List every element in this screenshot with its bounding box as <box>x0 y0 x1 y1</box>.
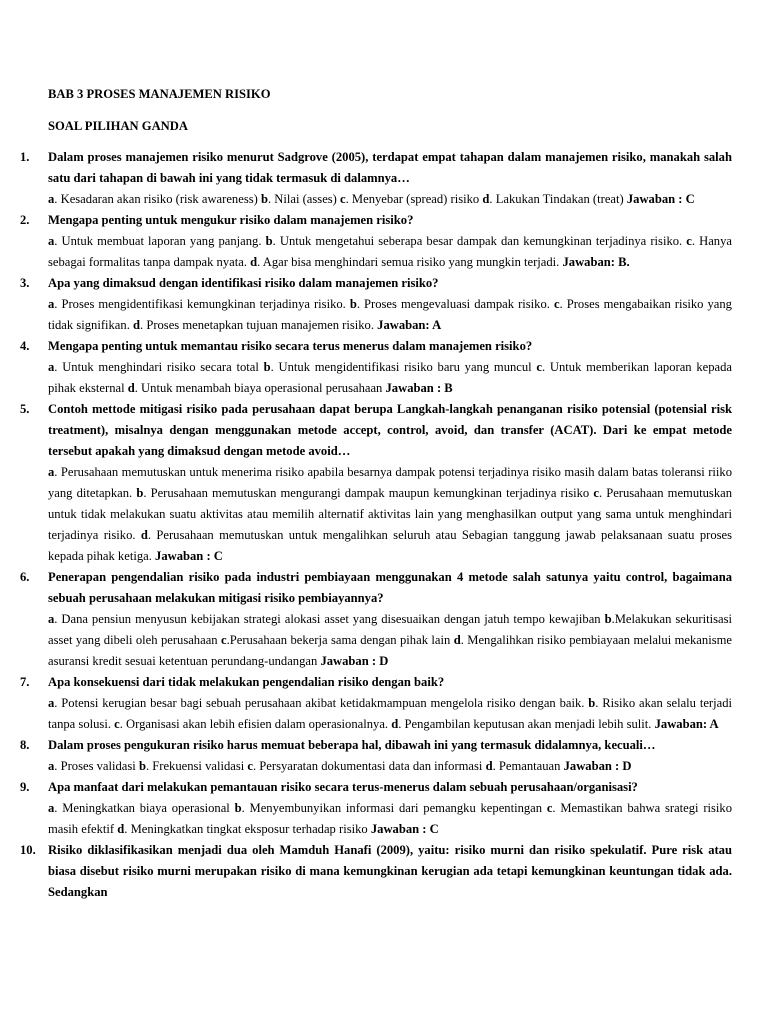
option-letter: b <box>260 192 268 206</box>
option-text: . Untuk memberikan laporan kepada pihak eksternal <box>48 360 732 395</box>
question-text: Apa yang dimaksud dengan identifikasi risiko dalam manajemen risiko? <box>48 276 439 290</box>
question-item <box>0 777 768 840</box>
question-number: 2. <box>20 213 30 227</box>
option-text: . Agar bisa menghindari semua risiko yang mungkin terjadi. <box>257 255 563 269</box>
answer-options <box>48 693 732 735</box>
option-letter: c <box>546 801 553 815</box>
option-text: . Frekuensi validasi <box>145 759 248 773</box>
option-letter: b <box>263 360 271 374</box>
option-letter: b <box>138 759 146 773</box>
question-number: 5. <box>20 402 30 416</box>
answer-key: Jawaban : C <box>626 192 695 206</box>
option-letter: b <box>588 696 596 710</box>
question-item <box>0 567 768 672</box>
question-item <box>0 210 768 273</box>
option-text: . Untuk mengetahui seberapa besar dampak dan kemungkinan terjadinya risiko. <box>272 234 687 248</box>
question-text: Mengapa penting untuk memantau risiko secara terus menerus dalam manajemen risiko? <box>48 339 533 353</box>
answer-key: Jawaban: B. <box>562 255 630 269</box>
answer-options <box>48 231 732 273</box>
option-letter: d <box>133 318 141 332</box>
question-text: Risiko diklasifikasikan menjadi dua oleh Mamduh Hanafi (2009), yaitu: risiko murni dan risiko spekulatif. Pure risk atau biasa disebut risiko murni merupakan risiko di mana kemungkinan kerugian ada tetapi kemungkinan keuntungan tidak ada. Sedangkan <box>48 843 732 899</box>
option-text: . Organisasi akan lebih efisien dalam operasionalnya. <box>119 717 392 731</box>
option-text: . Kesadaran akan risiko (risk awareness) <box>54 192 261 206</box>
option-letter: a <box>48 696 55 710</box>
option-letter: c <box>221 633 227 647</box>
question-text: Apa manfaat dari melakukan pemantauan risiko secara terus-menerus dalam sebuah perusahaan/organisasi? <box>48 780 638 794</box>
option-text: . Meningkatkan biaya operasional <box>54 801 235 815</box>
option-text: . Proses validasi <box>54 759 139 773</box>
option-letter: d <box>485 759 493 773</box>
option-text: . Risiko akan selalu terjadi tanpa solusi. <box>48 696 732 731</box>
option-letter: a <box>48 465 55 479</box>
answer-options <box>48 462 732 567</box>
question-text: Penerapan pengendalian risiko pada industri pembiayaan menggunakan 4 metode salah satunya yaitu control, bagaimana sebuah perusahaan melakukan mitigasi risiko pembiayannya? <box>48 570 732 605</box>
option-letter: d <box>140 528 148 542</box>
option-letter: c <box>593 486 599 500</box>
option-text: . Pengambilan keputusan akan menjadi lebih sulit. <box>398 717 655 731</box>
option-letter: b <box>265 234 273 248</box>
option-text: . Persyaratan dokumentasi data dan informasi <box>253 759 486 773</box>
option-letter: d <box>127 381 135 395</box>
question-text: Dalam proses pengukuran risiko harus memuat beberapa hal, dibawah ini yang termasuk didalamnya, kecuali… <box>48 738 656 752</box>
question-number: 3. <box>20 276 30 290</box>
option-letter: c <box>686 234 692 248</box>
option-text: . Hanya sebagai formalitas tanpa dampak nyata. <box>48 234 732 269</box>
option-text: . Perusahaan memutuskan untuk menerima risiko apabila besarnya dampak potensi terjadinya risiko masih dalam batas toleransi riiko yang ditetapkan. <box>48 465 732 500</box>
option-letter: d <box>482 192 490 206</box>
option-letter: b <box>604 612 612 626</box>
answer-key: Jawaban : D <box>320 654 389 668</box>
option-letter: b <box>349 297 357 311</box>
option-text: . Perusahaan memutuskan untuk mengalihkan seluruh atau Sebagian tanggung jawab pelaksanaan suatu proses kepada pihak ketiga. <box>48 528 733 563</box>
answer-options <box>48 798 732 840</box>
question-item <box>0 840 768 903</box>
option-letter: d <box>250 255 258 269</box>
question-item <box>0 399 768 567</box>
option-text: . Menyebar (spread) risiko <box>345 192 483 206</box>
option-text: . Proses mengabaikan risiko yang tidak signifikan. <box>48 297 732 332</box>
option-letter: b <box>234 801 242 815</box>
option-letter: c <box>340 192 346 206</box>
option-text: . Memastikan bahwa srategi risiko masih efektif <box>48 801 733 836</box>
option-text: . Untuk menghindari risiko secara total <box>54 360 264 374</box>
option-text: . Potensi kerugian besar bagi sebuah perusahaan akibat ketidakmampuan mengelola risiko dengan baik. <box>54 696 589 710</box>
question-number: 9. <box>20 780 30 794</box>
option-letter: d <box>453 633 461 647</box>
question-item <box>0 336 768 399</box>
answer-options <box>48 756 732 777</box>
option-text: .Melakukan sekuritisasi asset yang dibeli oleh perusahaan <box>48 612 733 647</box>
question-list <box>0 147 768 903</box>
question-item <box>0 735 768 777</box>
option-text: . Menyembunyikan informasi dari pemangku kepentingan <box>241 801 547 815</box>
option-text: . Untuk membuat laporan yang panjang. <box>54 234 266 248</box>
option-text: . Proses mengevaluasi dampak risiko. <box>356 297 554 311</box>
question-text: Dalam proses manajemen risiko menurut Sadgrove (2005), terdapat empat tahapan dalam manajemen risiko, manakah salah satu dari tahapan di bawah ini yang tidak termasuk di dalamnya… <box>48 150 732 185</box>
question-number: 4. <box>20 339 30 353</box>
option-letter: a <box>48 759 55 773</box>
chapter-title: BAB 3 PROSES MANAJEMEN RISIKO <box>48 87 271 101</box>
option-text: . Pemantauan <box>492 759 564 773</box>
option-text: . Mengalihkan risiko pembiayaan melalui mekanisme asuransi kredit sesuai ketentuan perundang-undangan <box>48 633 732 668</box>
answer-options <box>48 609 732 672</box>
option-letter: a <box>48 234 55 248</box>
option-letter: a <box>48 612 55 626</box>
option-letter: d <box>117 822 125 836</box>
answer-key: Jawaban : D <box>563 759 632 773</box>
option-text: . Untuk menambah biaya operasional perusahaan <box>134 381 386 395</box>
answer-key: Jawaban: A <box>654 717 719 731</box>
question-text: Apa konsekuensi dari tidak melakukan pengendalian risiko dengan baik? <box>48 675 445 689</box>
option-letter: a <box>48 801 55 815</box>
option-letter: a <box>48 192 55 206</box>
option-text: .Perusahaan bekerja sama dengan pihak lain <box>226 633 454 647</box>
question-text: Contoh mettode mitigasi risiko pada perusahaan dapat berupa Langkah-langkah penanganan risiko potensial (potensial risk treatment), misalnya dengan menggunakan metode accept, control, avoid, dan transfer (ACAT). Dari ke empat metode tersebut apakah yang dimaksud dengan metode avoid… <box>48 402 732 458</box>
section-subtitle: SOAL PILIHAN GANDA <box>48 119 188 133</box>
answer-key: Jawaban : C <box>155 549 223 563</box>
option-text: . Dana pensiun menyusun kebijakan strategi alokasi asset yang disesuaikan dengan jatuh tempo kewajiban <box>54 612 605 626</box>
option-letter: b <box>136 486 144 500</box>
question-number: 6. <box>20 570 30 584</box>
option-letter: a <box>48 297 55 311</box>
option-letter: c <box>247 759 253 773</box>
option-letter: c <box>553 297 560 311</box>
option-text: . Perusahaan memutuskan mengurangi dampak maupun kemungkinan terjadinya risiko <box>143 486 594 500</box>
option-letter: d <box>391 717 399 731</box>
option-letter: c <box>114 717 120 731</box>
option-letter: c <box>536 360 543 374</box>
question-text: Mengapa penting untuk mengukur risiko dalam manajemen risiko? <box>48 213 414 227</box>
option-text: . Proses menetapkan tujuan manajemen risiko. <box>140 318 378 332</box>
option-text: . Untuk mengidentifikasi risiko baru yang muncul <box>270 360 537 374</box>
question-item <box>0 147 768 210</box>
question-number: 7. <box>20 675 30 689</box>
answer-key: Jawaban: A <box>377 318 442 332</box>
question-number: 8. <box>20 738 30 752</box>
question-item <box>0 672 768 735</box>
question-number: 10. <box>20 843 36 857</box>
question-item <box>0 273 768 336</box>
answer-options <box>48 189 732 210</box>
answer-key: Jawaban : C <box>370 822 439 836</box>
answer-options <box>48 294 732 336</box>
question-number: 1. <box>20 150 30 164</box>
option-text: . Lakukan Tindakan (treat) <box>489 192 627 206</box>
answer-options <box>48 357 732 399</box>
option-text: . Proses mengidentifikasi kemungkinan terjadinya risiko. <box>54 297 350 311</box>
option-text: . Meningkatkan tingkat eksposur terhadap risiko <box>124 822 371 836</box>
option-text: . Nilai (asses) <box>267 192 341 206</box>
answer-key: Jawaban : B <box>385 381 453 395</box>
option-text: . Perusahaan memutuskan untuk tidak melakukan suatu aktivitas atau memilih alternatif aktivitas lain yang menghasilkan output yang sama untuk menghindari terjadinya risiko. <box>48 486 733 542</box>
option-letter: a <box>48 360 55 374</box>
